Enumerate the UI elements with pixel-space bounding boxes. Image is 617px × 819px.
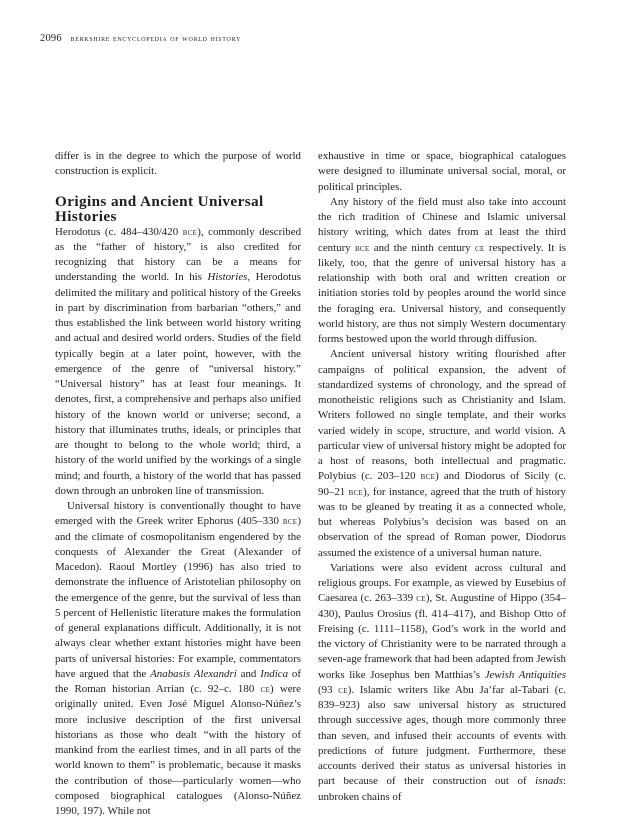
paragraph-ancient-writing: Ancient universal history writing flourished after campaigns of political expansion, the advent of standardized systems of chronology, and the spread of monotheistic religions such as Christianity and Islam. Writers followed no single template, and their works varied widely in scope, structure, and world vision. A particular view of universal history might be adopted for a host of reasons, both intellectual and pragmatic. Polybius (c. 203–120 bce) and Diodorus of Sicily (c. 90–21 bce), for instance, agreed that the truth of history was to be gleaned by treating it as a connected whole, but whereas Polybius’s decision was based on an observation of the spread of Roman power, Diodorus assumed the existence of a universal human nature. [318,348,567,559]
running-header [40,33,580,49]
paragraph-herodotus: Herodotus (c. 484–430/420 bce), commonly described as the “father of history,” is also credited for recognizing that history can be a means for understanding the world. In his Histories, Herodotus delimited the military and political history of the Greeks in part by discrimination from barbarian “others,” and thus established the link between world history writing and actual and desired world orders. Studies of the field typically begin at a later point, however, with the emergence of the genre of “universal history.” “Universal history” has at least four meanings. It denotes, first, a comprehensive and perhaps also unified history of the known world or universe; second, a history that illuminates truths, ideals, or principles that are thought to belong to the whole world; third, a history of the world unified by the workings of a single mind; and fourth, a history of the world that has passed down through an unbroken line of transmission. [55,225,302,497]
paragraph-continuation: differ is in the degree to which the purpose of world construction is explicit. [55,150,301,178]
page-number: 2096 [40,33,62,44]
paragraph-ephorus: Universal history is conventionally thought to have emerged with the Greek writer Ephorus (405–330 bce) and the climate of cosmopolitanism engendered by the conquests of Alexander the Great (Alexander of Macedon). Raoul Mortley (1996) has also tried to demonstrate the influence of Aristotelian philosophy on the emergence of the genre, but the survival of less than 5 percent of Hellenistic literature makes the formulation of general explanations difficult. Additionally, it is not always clear whether extant histories might have been parts of universal histories: For example, commentators have argued that the Anabasis Alexandri and Indica of the Roman historian Arrian (c. 92–c. 180 ce) were originally united. Even José Miguel Alonso-Núñez’s more inclusive description of the first universal historians as those who dealt “with the history of mankind from the earliest times, and in all parts of the world known to them” is problematic, because it masks the contribution of those—particularly women—who composed biographical catalogues (Alonso-Núñez 1990, 197). While not [55,500,301,817]
paragraph-variations: Variations were also evident across cultural and religious groups. For example, as viewed by Eusebius of Caesarea (c. 263–339 ce), St. Augustine of Hippo (354–430), Paulus Orosius (fl. 414–417), and Bishop Otto of Freising (c. 1111–1158), God’s work in the world and the victory of Christianity were to be narrated through a seven-age framework that had been adapted from Jewish works like Josephus ben Matthias’s Jewish Antiquities (93 ce). Islamic writers like Abu Ja’far al-Tabari (c. 839–923) also saw universal history as structured through successive ages, though more commonly three than seven, and infused their accounts of events with predictions of future judgment. Furthermore, these accounts derived their status as universal histories in part because of their construction out of isnads: unbroken chains of [318,561,566,803]
paragraph-catalogues: exhaustive in time or space, biographical catalogues were designed to illuminate universal social, moral, or political principles. [318,150,566,193]
section-heading: Origins and Ancient Universal Histories [55,192,264,225]
paragraph-chinese-islamic: Any history of the field must also take into account the rich tradition of Chinese and Islamic universal history writing, which dates from at least the third century bce and the ninth century ce respectively. It is likely, too, that the genre of universal history has a relationship with both oral and written creation or initiation stories told by peoples around the world since the foraging era. Universal history, and consequently world history, are thus not simply Western documentary forms bestowed upon the world through diffusion. [318,195,566,345]
left-column [55,149,301,819]
right-column [318,149,566,805]
publication-title: berkshire encyclopedia of world history [70,33,241,43]
